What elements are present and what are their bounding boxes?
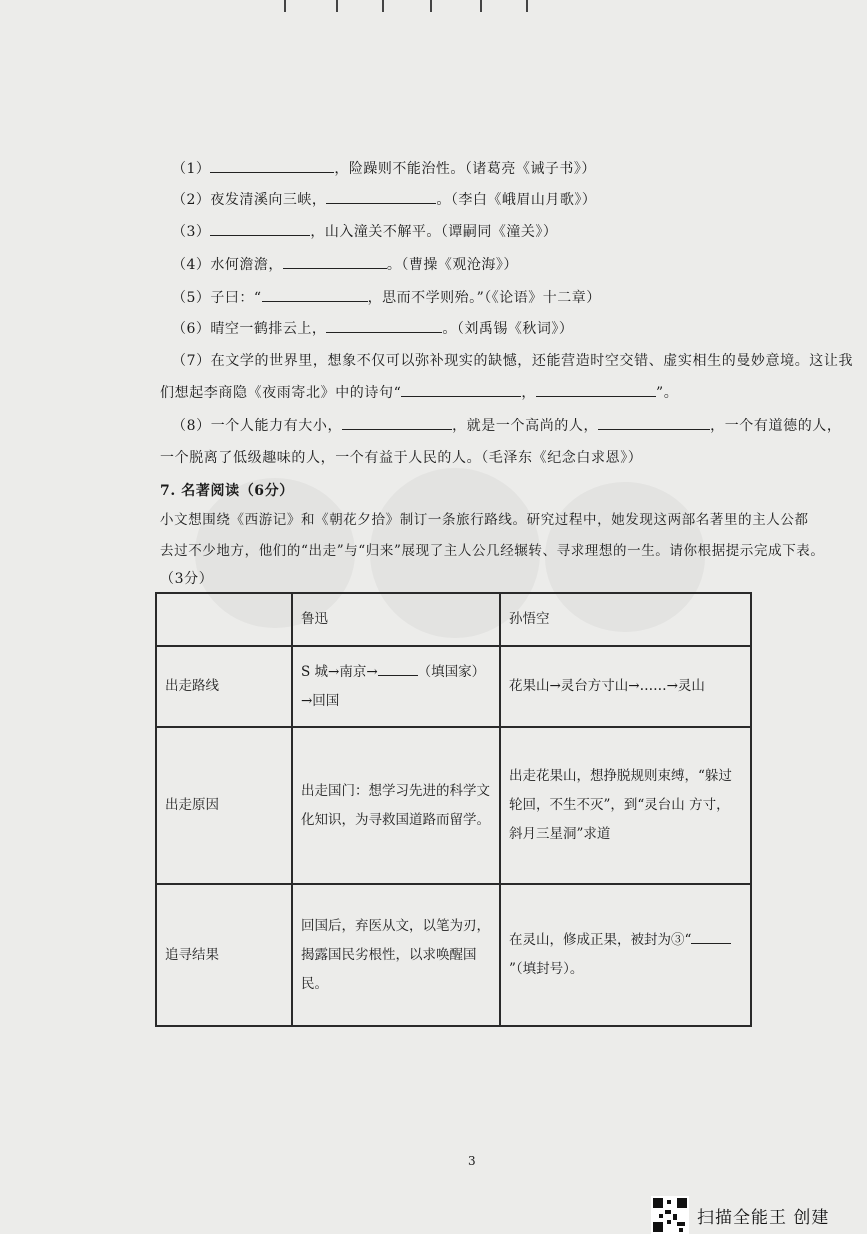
q6-item-8-line1: （8）一个人能力有大小， ，就是一个高尚的人， ，一个有道德的人， [172, 418, 842, 434]
q6-item-2: （2）夜发清溪向三峡， 。（李白《峨眉山月歌》） [172, 192, 597, 208]
row-label: 出走路线 [156, 646, 292, 727]
luxun-route-cell: S 城→南京→ （填国家）→回国 [292, 646, 500, 727]
journey-table [155, 592, 752, 1027]
header-cell-luxun: 鲁迅 [292, 593, 500, 646]
q7-intro-line2: 去过不少地方，他们的“出走”与“归来”展现了主人公几经辗转、寻求理想的一生。请你根据提示完成下表。 [160, 543, 825, 559]
table-row [156, 646, 751, 727]
answer-blank[interactable] [326, 332, 442, 333]
answer-blank[interactable] [283, 268, 387, 269]
answer-blank[interactable] [691, 943, 731, 944]
answer-blank[interactable] [401, 396, 521, 397]
wukong-route-cell: 花果山→灵台方寸山→……→灵山 [500, 646, 751, 727]
header-cell-wukong: 孙悟空 [500, 593, 751, 646]
scanner-watermark [651, 1196, 829, 1234]
header-cell-empty [156, 593, 292, 646]
answer-blank[interactable] [326, 203, 436, 204]
luxun-result-cell: 回国后，弃医从文，以笔为刃，揭露国民劣根性，以求唤醒国民。 [292, 884, 500, 1026]
answer-blank[interactable] [210, 172, 334, 173]
page-number: 3 [468, 1154, 476, 1168]
answer-blank[interactable] [378, 675, 418, 676]
q6-item-6: （6）晴空一鹤排云上， 。（刘禹锡《秋词》） [172, 321, 574, 337]
q6-item-7-line1: （7）在文学的世界里，想象不仅可以弥补现实的缺憾，还能营造时空交错、虚实相生的曼妙意境。这让我 [172, 353, 854, 369]
scan-edge-marks [280, 0, 530, 14]
q7-intro-line1: 小文想围绕《西游记》和《朝花夕拾》制订一条旅行路线。研究过程中，她发现这两部名著里的主人公都 [160, 512, 809, 528]
q6-item-3: （3） ，山入潼关不解平。（谭嗣同《潼关》） [172, 224, 558, 240]
luxun-reason-cell: 出走国门：想学习先进的科学文化知识，为寻救国道路而留学。 [292, 727, 500, 884]
wukong-reason-cell: 出走花果山，想挣脱规则束缚，“躲过轮回，不生不灭”，到“灵台山 方寸，斜月三星洞”求道 [500, 727, 751, 884]
qr-code-icon [651, 1196, 689, 1234]
q6-item-4: （4）水何澹澹， 。（曹操《观沧海》） [172, 257, 518, 273]
q6-item-8-line2: 一个脱离了低级趣味的人，一个有益于人民的人。（毛泽东《纪念白求恩》） [160, 450, 643, 466]
row-label: 出走原因 [156, 727, 292, 884]
wukong-result-cell: 在灵山，修成正果，被封为③“”（填封号）。 [500, 884, 751, 1026]
q6-item-5: （5）子曰：“ ，思而不学则殆。”（《论语》十二章） [172, 290, 601, 306]
scanner-brand-text: 扫描全能王 创建 [697, 1207, 830, 1228]
answer-blank[interactable] [262, 301, 368, 302]
table-row [156, 727, 751, 884]
table-row [156, 884, 751, 1026]
answer-blank[interactable] [210, 235, 310, 236]
table-header-row [156, 593, 751, 646]
answer-blank[interactable] [536, 396, 656, 397]
q6-item-7-line2: 们想起李商隐《夜雨寄北》中的诗句“ ， ”。 [160, 385, 679, 401]
row-label: 追寻结果 [156, 884, 292, 1026]
q7-score: （3分） [160, 571, 214, 587]
answer-blank[interactable] [342, 429, 452, 430]
answer-blank[interactable] [598, 429, 710, 430]
q7-title: 7. 名著阅读（6分） [160, 483, 294, 499]
q6-item-1: （1） ，险躁则不能治性。（诸葛亮《诫子书》） [172, 161, 596, 177]
